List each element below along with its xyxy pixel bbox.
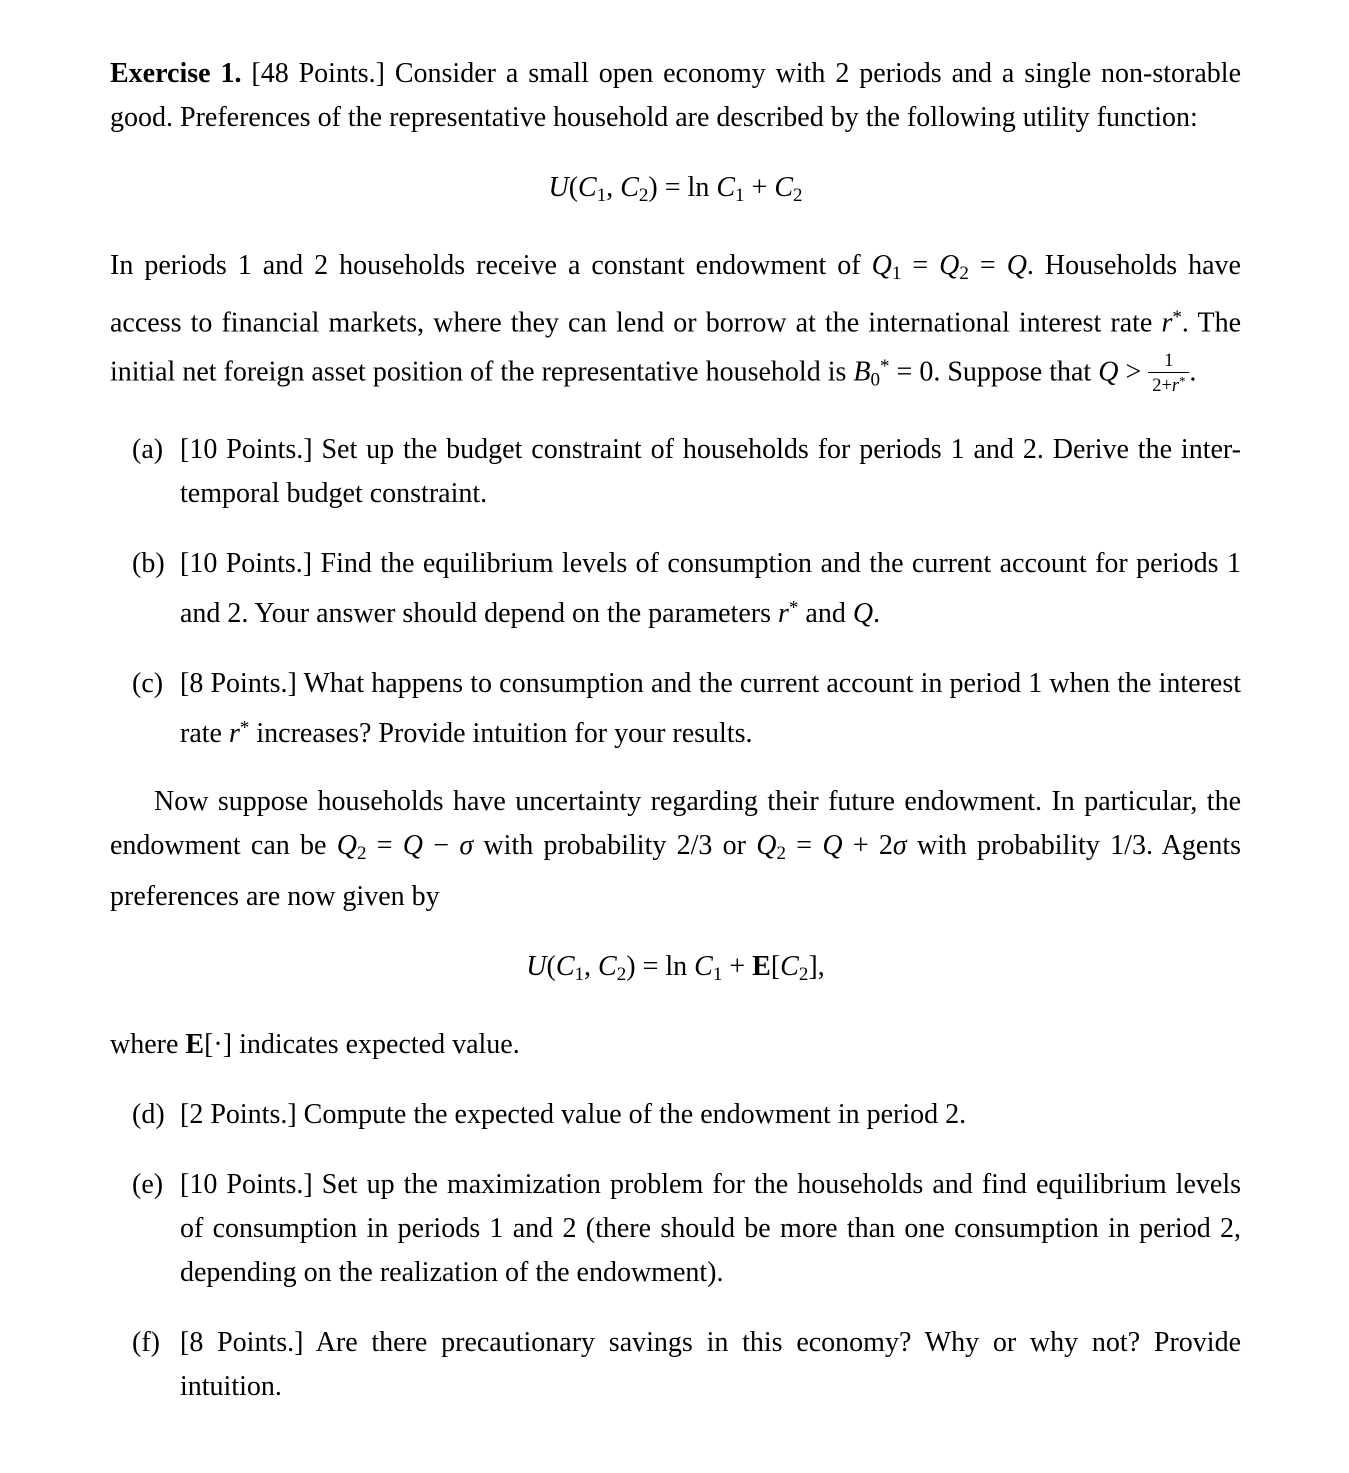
item-a-body: [10 Points.] Set up the budget constraint of households for periods 1 and 2. Derive the inter-temporal budget constraint. (180, 434, 1241, 510)
item-f (110, 1321, 1241, 1409)
item-d-body: [2 Points.] Compute the expected value of the endowment in period 2. (180, 1099, 967, 1130)
item-e (110, 1163, 1241, 1295)
item-f-label: (f) (132, 1327, 160, 1358)
item-b (110, 542, 1241, 636)
item-d-label: (d) (132, 1099, 165, 1130)
item-a-label: (a) (132, 434, 164, 466)
item-d (110, 1093, 1241, 1137)
item-a (110, 428, 1241, 516)
item-f-body: [8 Points.] Are there precautionary savings in this economy? Why or why not? Provide intuition. (180, 1327, 1241, 1402)
item-c (110, 662, 1241, 756)
item-b-body: [10 Points.] Find the equilibrium levels of consumption and the current account for periods 1 and 2. Your answer should depend on the parameters r* and Q. (180, 548, 1241, 629)
item-e-label: (e) (132, 1169, 164, 1200)
item-c-body: [8 Points.] What happens to consumption and the current account in period 1 when the interest rate r* increases? Provide intuition for your results. (180, 667, 1241, 749)
uncertainty-paragraph: Now suppose households have uncertainty regarding their future endowment. In particular, the endowment can be Q2 = Q − σ with probability 2/3 or Q2 = Q + 2σ with probability 1/3. Agents preferences are now given by (110, 785, 1241, 913)
intro-paragraph: Exercise 1. [48 Points.] Consider a small open economy with 2 periods and a single non-storable good. Preferences of the representative household are described by the following utility function: (110, 58, 1241, 133)
expected-value-note: where E[·] indicates expected value. (110, 1029, 520, 1060)
item-c-label: (c) (132, 667, 164, 699)
item-e-body: [10 Points.] Set up the maximization problem for the households and find equilibrium levels of consumption in periods 1 and 2 (there should be more than one consumption in period 2, depending on the realization of the endowment). (180, 1169, 1241, 1288)
item-b-label: (b) (132, 548, 165, 580)
expected-utility-equation: U(C1, C2) = ln C1 + E[C2], (526, 951, 825, 985)
utility-function-equation: U(C1, C2) = ln C1 + C2 (548, 172, 803, 206)
setup-paragraph: In periods 1 and 2 households receive a constant endowment of Q1 = Q2 = Q. Households have access to financial markets, where they can lend or borrow at the international interest rate r*. The initial net foreign asset position of the representative household is B0* = 0. Suppose that Q > $\frac{1}{2+r^*}$ . (110, 249, 1241, 395)
